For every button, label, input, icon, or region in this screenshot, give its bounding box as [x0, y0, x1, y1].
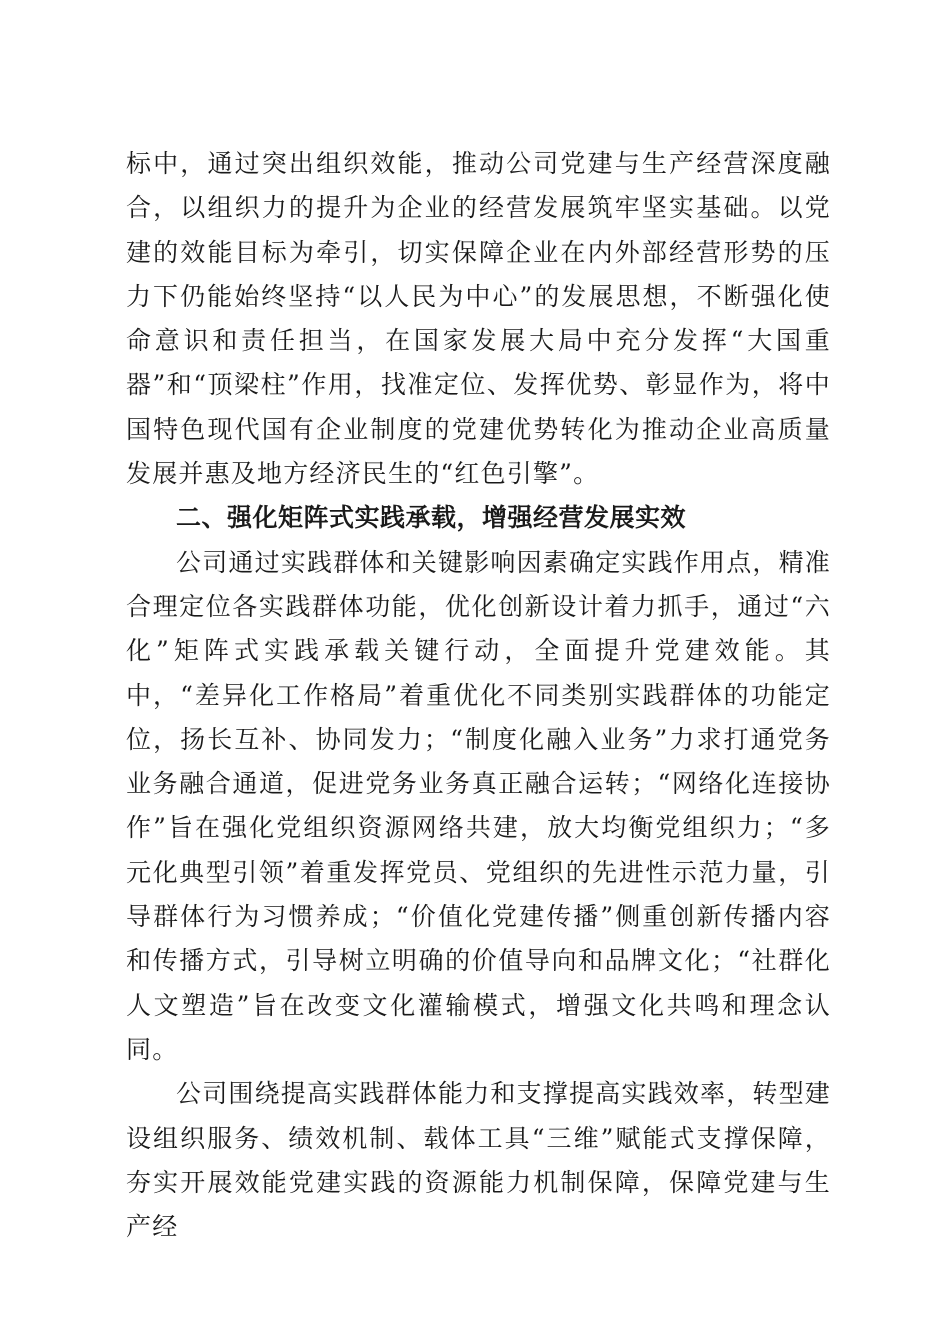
paragraph-continued: 标中，通过突出组织效能，推动公司党建与生产经营深度融合，以组织力的提升为企业的经营发展筑牢坚实基础。以党建的效能目标为牵引，切实保障企业在内外部经营形势的压力下仍能始终坚持“以人民为中心”的发展思想，不断强化使命意识和责任担当，在国家发展大局中充分发挥“大国重器”和“顶梁柱”作用，找准定位、发挥优势、彰显作为，将中国特色现代国有企业制度的党建优势转化为推动企业高质量发展并惠及地方经济民生的“红色引擎”。	[126, 149, 831, 489]
paragraph-support-guarantee: 公司围绕提高实践群体能力和支撑提高实践效率，转型建设组织服务、绩效机制、载体工具“三维”赋能式支撑保障，夯实开展效能党建实践的资源能力机制保障，保障党建与生产经	[126, 1079, 832, 1242]
document-body	[126, 142, 831, 1249]
paragraph-practice-matrix: 公司通过实践群体和关键影响因素确定实践作用点，精准合理定位各实践群体功能，优化创新设计着力抓手，通过“六化”矩阵式实践承载关键行动，全面提升党建效能。其中，“差异化工作格局”着重优化不同类别实践群体的功能定位，扬长互补、协同发力；“制度化融入业务”力求打通党务业务融合通道，促进党务业务真正融合运转；“网络化连接协作”旨在强化党组织资源网络共建，放大均衡党组织力；“多元化典型引领”着重发挥党员、党组织的先进性示范力量，引导群体行为习惯养成；“价值化党建传播”侧重创新传播内容和传播方式，引导树立明确的价值导向和品牌文化；“社群化人文塑造”旨在改变文化灌输模式，增强文化共鸣和理念认同。	[126, 547, 832, 1064]
section-heading: 二、强化矩阵式实践承载，增强经营发展实效	[176, 503, 687, 533]
